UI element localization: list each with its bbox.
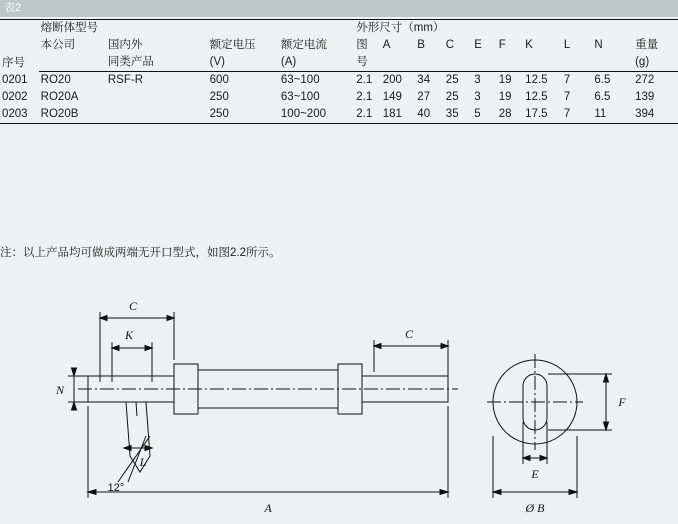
- cell-own-model: RO20: [40, 74, 71, 86]
- label-diameter-b: Ø B: [525, 501, 545, 515]
- cell-serial-no: 0201: [2, 74, 28, 86]
- cell-dim-a: 200: [382, 74, 402, 86]
- dim-k-arrow-start: [112, 346, 119, 351]
- cell-dim-n: 6.5: [594, 91, 611, 103]
- table-row: [0, 89, 678, 106]
- cell-current: 63~100: [280, 91, 320, 103]
- header-similar-products: 同类产品: [106, 54, 208, 72]
- label-k: K: [124, 328, 134, 342]
- cell-figure: 2.1: [356, 91, 373, 103]
- label-n: N: [55, 383, 65, 397]
- dim-c-right-arrow-end: [441, 344, 448, 349]
- cell-dim-f: 28: [497, 106, 523, 124]
- cell-dim-a: 181: [381, 106, 416, 124]
- cell-weight: 139: [635, 91, 655, 103]
- cell-dim-l: 7: [563, 91, 571, 103]
- cell-voltage: 600: [209, 74, 229, 86]
- cell-dim-c: 35: [444, 106, 473, 124]
- header-own-company-unit: [39, 54, 106, 72]
- cell-dim-f: 19: [498, 74, 512, 86]
- header-current-unit: (A): [279, 54, 354, 72]
- cell-dim-n: 6.5: [594, 74, 611, 86]
- cell-dim-k: 17.5: [523, 106, 562, 124]
- label-f: F: [618, 395, 626, 409]
- header-dim-k: K: [525, 39, 533, 51]
- label-l: L: [139, 455, 147, 469]
- dim-e-arrow-start: [523, 456, 530, 461]
- dim-c-right-arrow-start: [374, 344, 381, 349]
- dim-n-arrow-top: [72, 368, 77, 376]
- blade-slot: [126, 402, 150, 472]
- header-dim-a-unit: [381, 54, 416, 72]
- table-row: [0, 106, 678, 124]
- label-c-right: C: [404, 327, 414, 341]
- header-dim-c-unit: [444, 54, 473, 72]
- header-dim-b-unit: [415, 54, 444, 72]
- dim-l-arrow-end: [145, 446, 152, 451]
- cell-dim-e: 3: [474, 91, 481, 103]
- header-dim-c: C: [445, 39, 455, 51]
- cell-dim-b: 34: [417, 74, 431, 86]
- header-domestic-foreign: 国内外: [107, 39, 143, 51]
- cell-dim-k: 12.5: [525, 91, 548, 103]
- dim-b-arrow-end: [569, 490, 577, 495]
- header-figure: 图: [356, 39, 368, 51]
- dim-n-arrow-bottom: [72, 402, 77, 410]
- header-rated-current: 额定电流: [279, 20, 354, 55]
- label-angle: 12°: [107, 482, 125, 494]
- cell-dim-l: 7: [563, 74, 571, 86]
- header-voltage-unit: (V): [208, 54, 279, 72]
- header-weight: 重量: [633, 20, 678, 55]
- cell-dim-k: 12.5: [525, 74, 548, 86]
- cell-domestic-model: [106, 89, 208, 106]
- cell-domestic-model: [106, 106, 208, 124]
- cell-figure: 2.1: [354, 106, 380, 124]
- header-own-company: 本公司: [40, 39, 76, 51]
- header-rated-voltage: 额定电压: [208, 20, 279, 55]
- cell-dim-c: 25: [445, 74, 459, 86]
- label-a: A: [264, 501, 272, 515]
- cell-dim-n: 11: [592, 106, 633, 124]
- header-dim-n: N: [594, 39, 603, 51]
- header-serial-no: 序号: [0, 20, 39, 72]
- cell-current: 100~200: [279, 106, 354, 124]
- cell-dim-e: 5: [472, 106, 496, 124]
- cell-dim-b: 40: [415, 106, 444, 124]
- header-dim-k-unit: [523, 54, 562, 72]
- header-weight-unit: (g): [633, 54, 678, 72]
- cell-domestic-model: RSF-R: [107, 74, 143, 86]
- table-header-row-1: [0, 20, 678, 38]
- cell-dim-f: 19: [498, 91, 512, 103]
- drawing-svg: [0, 286, 678, 524]
- dim-f-arrow-top: [604, 374, 609, 382]
- header-figure-no: 号: [354, 54, 380, 72]
- dim-k-arrow-end: [145, 346, 152, 351]
- header-dimensions: 外形尺寸（mm）: [354, 20, 633, 38]
- slot-inner-line: [136, 402, 137, 416]
- dim-c-left-arrow-end: [167, 316, 174, 321]
- cell-own-model: RO20A: [40, 91, 79, 103]
- fuse-technical-drawing: [0, 286, 678, 524]
- dim-l-arrow-start: [124, 446, 131, 451]
- dim-e-arrow-end: [540, 456, 547, 461]
- cell-serial-no: 0203: [0, 106, 39, 124]
- dim-f-arrow-bottom: [604, 422, 609, 430]
- cell-dim-a: 149: [382, 91, 402, 103]
- dim-a-arrow-start: [88, 490, 96, 495]
- table-header-row-3: [0, 54, 678, 72]
- dim-a-arrow-end: [440, 490, 448, 495]
- table-row: [0, 72, 678, 90]
- table-note: 注：以上产品均可做成两端无开口型式，如图2.2所示。: [0, 247, 281, 259]
- cell-dim-c: 25: [445, 91, 459, 103]
- cell-dim-l: 7: [562, 106, 593, 124]
- table-caption: 表2: [0, 0, 678, 17]
- cell-weight: 394: [633, 106, 678, 124]
- cell-dim-b: 27: [417, 91, 431, 103]
- header-dim-a: A: [382, 39, 391, 51]
- cell-serial-no: 0202: [2, 91, 28, 103]
- cell-voltage: 250: [209, 91, 229, 103]
- header-dim-e: E: [474, 39, 482, 51]
- cell-voltage: 250: [208, 106, 279, 124]
- header-dim-f-unit: [497, 54, 523, 72]
- header-dim-n-unit: [592, 54, 633, 72]
- cell-dim-e: 3: [474, 74, 481, 86]
- cell-own-model: RO20B: [39, 106, 106, 124]
- header-dim-f: F: [498, 39, 506, 51]
- header-model: 熔断体型号: [39, 20, 208, 38]
- cell-weight: 272: [635, 74, 655, 86]
- header-dim-e-unit: [472, 54, 496, 72]
- label-c-left: C: [128, 299, 138, 313]
- specification-table: [0, 19, 678, 124]
- label-e: E: [531, 467, 539, 481]
- dim-c-left-arrow-start: [100, 316, 107, 321]
- dim-b-arrow-start: [493, 490, 501, 495]
- header-dim-b: B: [417, 39, 425, 51]
- header-dim-l: L: [563, 39, 571, 51]
- cell-current: 63~100: [280, 74, 320, 86]
- header-dim-l-unit: [562, 54, 593, 72]
- cell-figure: 2.1: [356, 74, 373, 86]
